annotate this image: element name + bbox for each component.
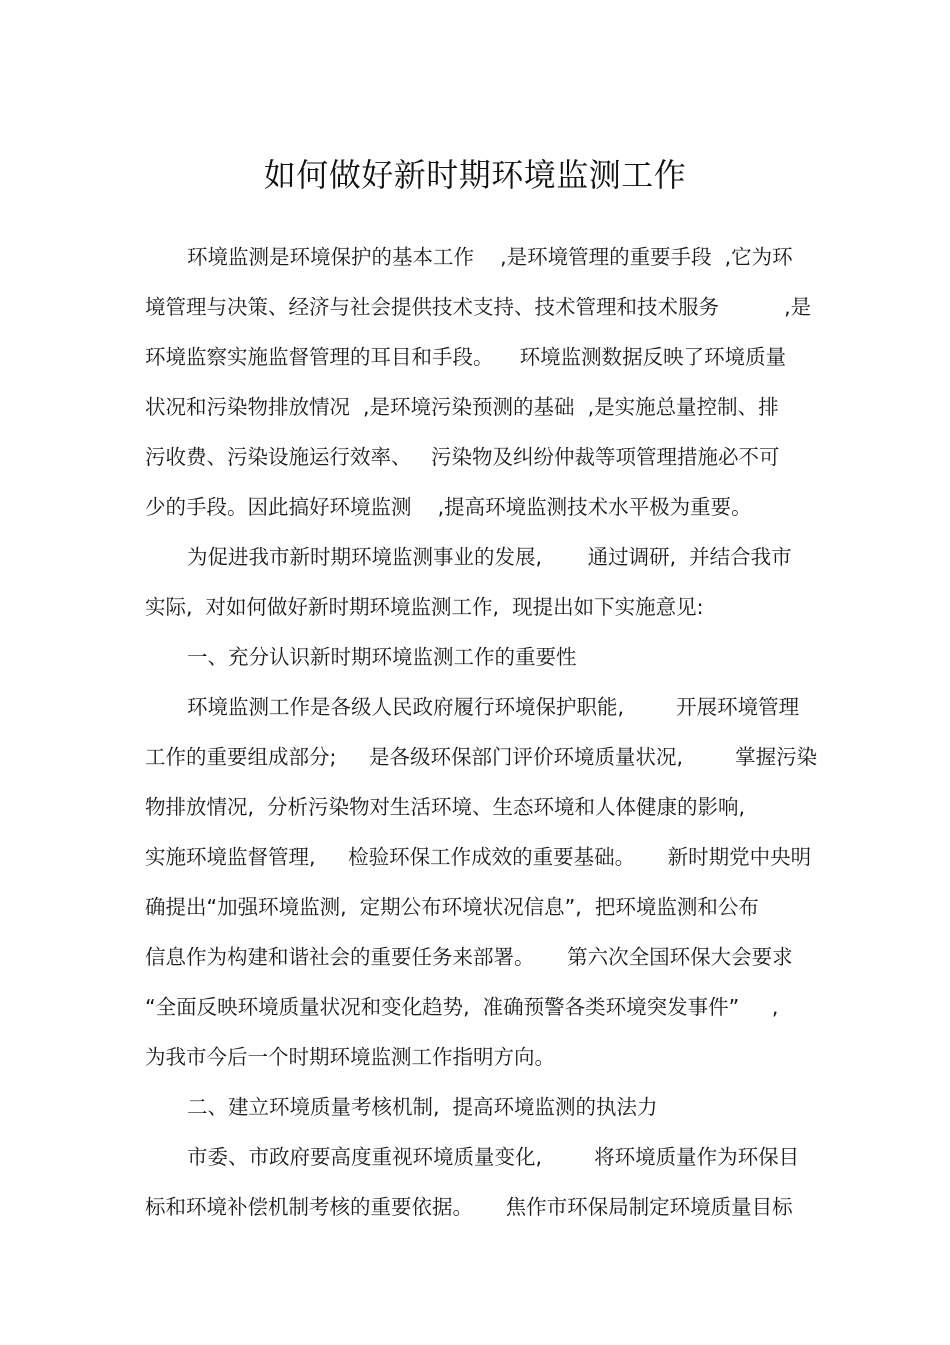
paragraph-line: 工作的重要组成部分; 是各级环保部门评价环境质量状况, 掌握污染 [145,745,818,769]
paragraph-line: 为促进我市新时期环境监测事业的发展, 通过调研, 并结合我市 [187,545,792,569]
paragraph-line: 环境监察实施监督管理的耳目和手段。 环境监测数据反映了环境质量 [145,345,787,369]
paragraph-line: 标和环境补偿机制考核的重要依据。 焦作市环保局制定环境质量目标 [145,1195,793,1219]
paragraph-line: 环境监测工作是各级人民政府履行环境保护职能, 开展环境管理 [187,695,800,719]
paragraph-line: 实施环境监督管理, 检验环保工作成效的重要基础。 新时期党中央明 [145,845,812,869]
paragraph-line: 为我市今后一个时期环境监测工作指明方向。 [145,1045,555,1069]
paragraph-line: 境管理与决策、经济与社会提供技术支持、技术管理和技术服务 ,是 [145,295,812,319]
paragraph-line: 物排放情况, 分析污染物对生活环境、生态环境和人体健康的影响, [145,795,746,819]
paragraph-line: 状况和污染物排放情况 ,是环境污染预测的基础 ,是实施总量控制、排 [145,395,779,419]
paragraph-line: 环境监测是环境保护的基本工作 ,是环境管理的重要手段 ,它为环 [187,245,793,269]
paragraph-line: 信息作为构建和谐社会的重要任务来部署。 第六次全国环保大会要求 [145,945,793,969]
paragraph-line: 污收费、污染设施运行效率、 污染物及纠纷仲裁等项管理措施必不可 [145,445,780,469]
document-title: 如何做好新时期环境监测工作 [263,156,687,194]
paragraph-line: “全面反映环境质量状况和变化趋势, 准确预警各类环境突发事件” , [145,995,779,1019]
paragraph-line: 实际, 对如何做好新时期环境监测工作, 现提出如下实施意见: [145,595,704,619]
section-heading: 二、建立环境质量考核机制, 提高环境监测的执法力 [187,1095,658,1119]
section-heading: 一、充分认识新时期环境监测工作的重要性 [187,645,577,669]
paragraph-line: 少的手段。因此搞好环境监测 ,提高环境监测技术水平极为重要。 [145,495,752,519]
paragraph-line: 市委、市政府要高度重视环境质量变化, 将环境质量作为环保目 [187,1145,800,1169]
paragraph-line: 确提出“加强环境监测, 定期公布环境状况信息”, 把环境监测和公布 [145,895,759,919]
